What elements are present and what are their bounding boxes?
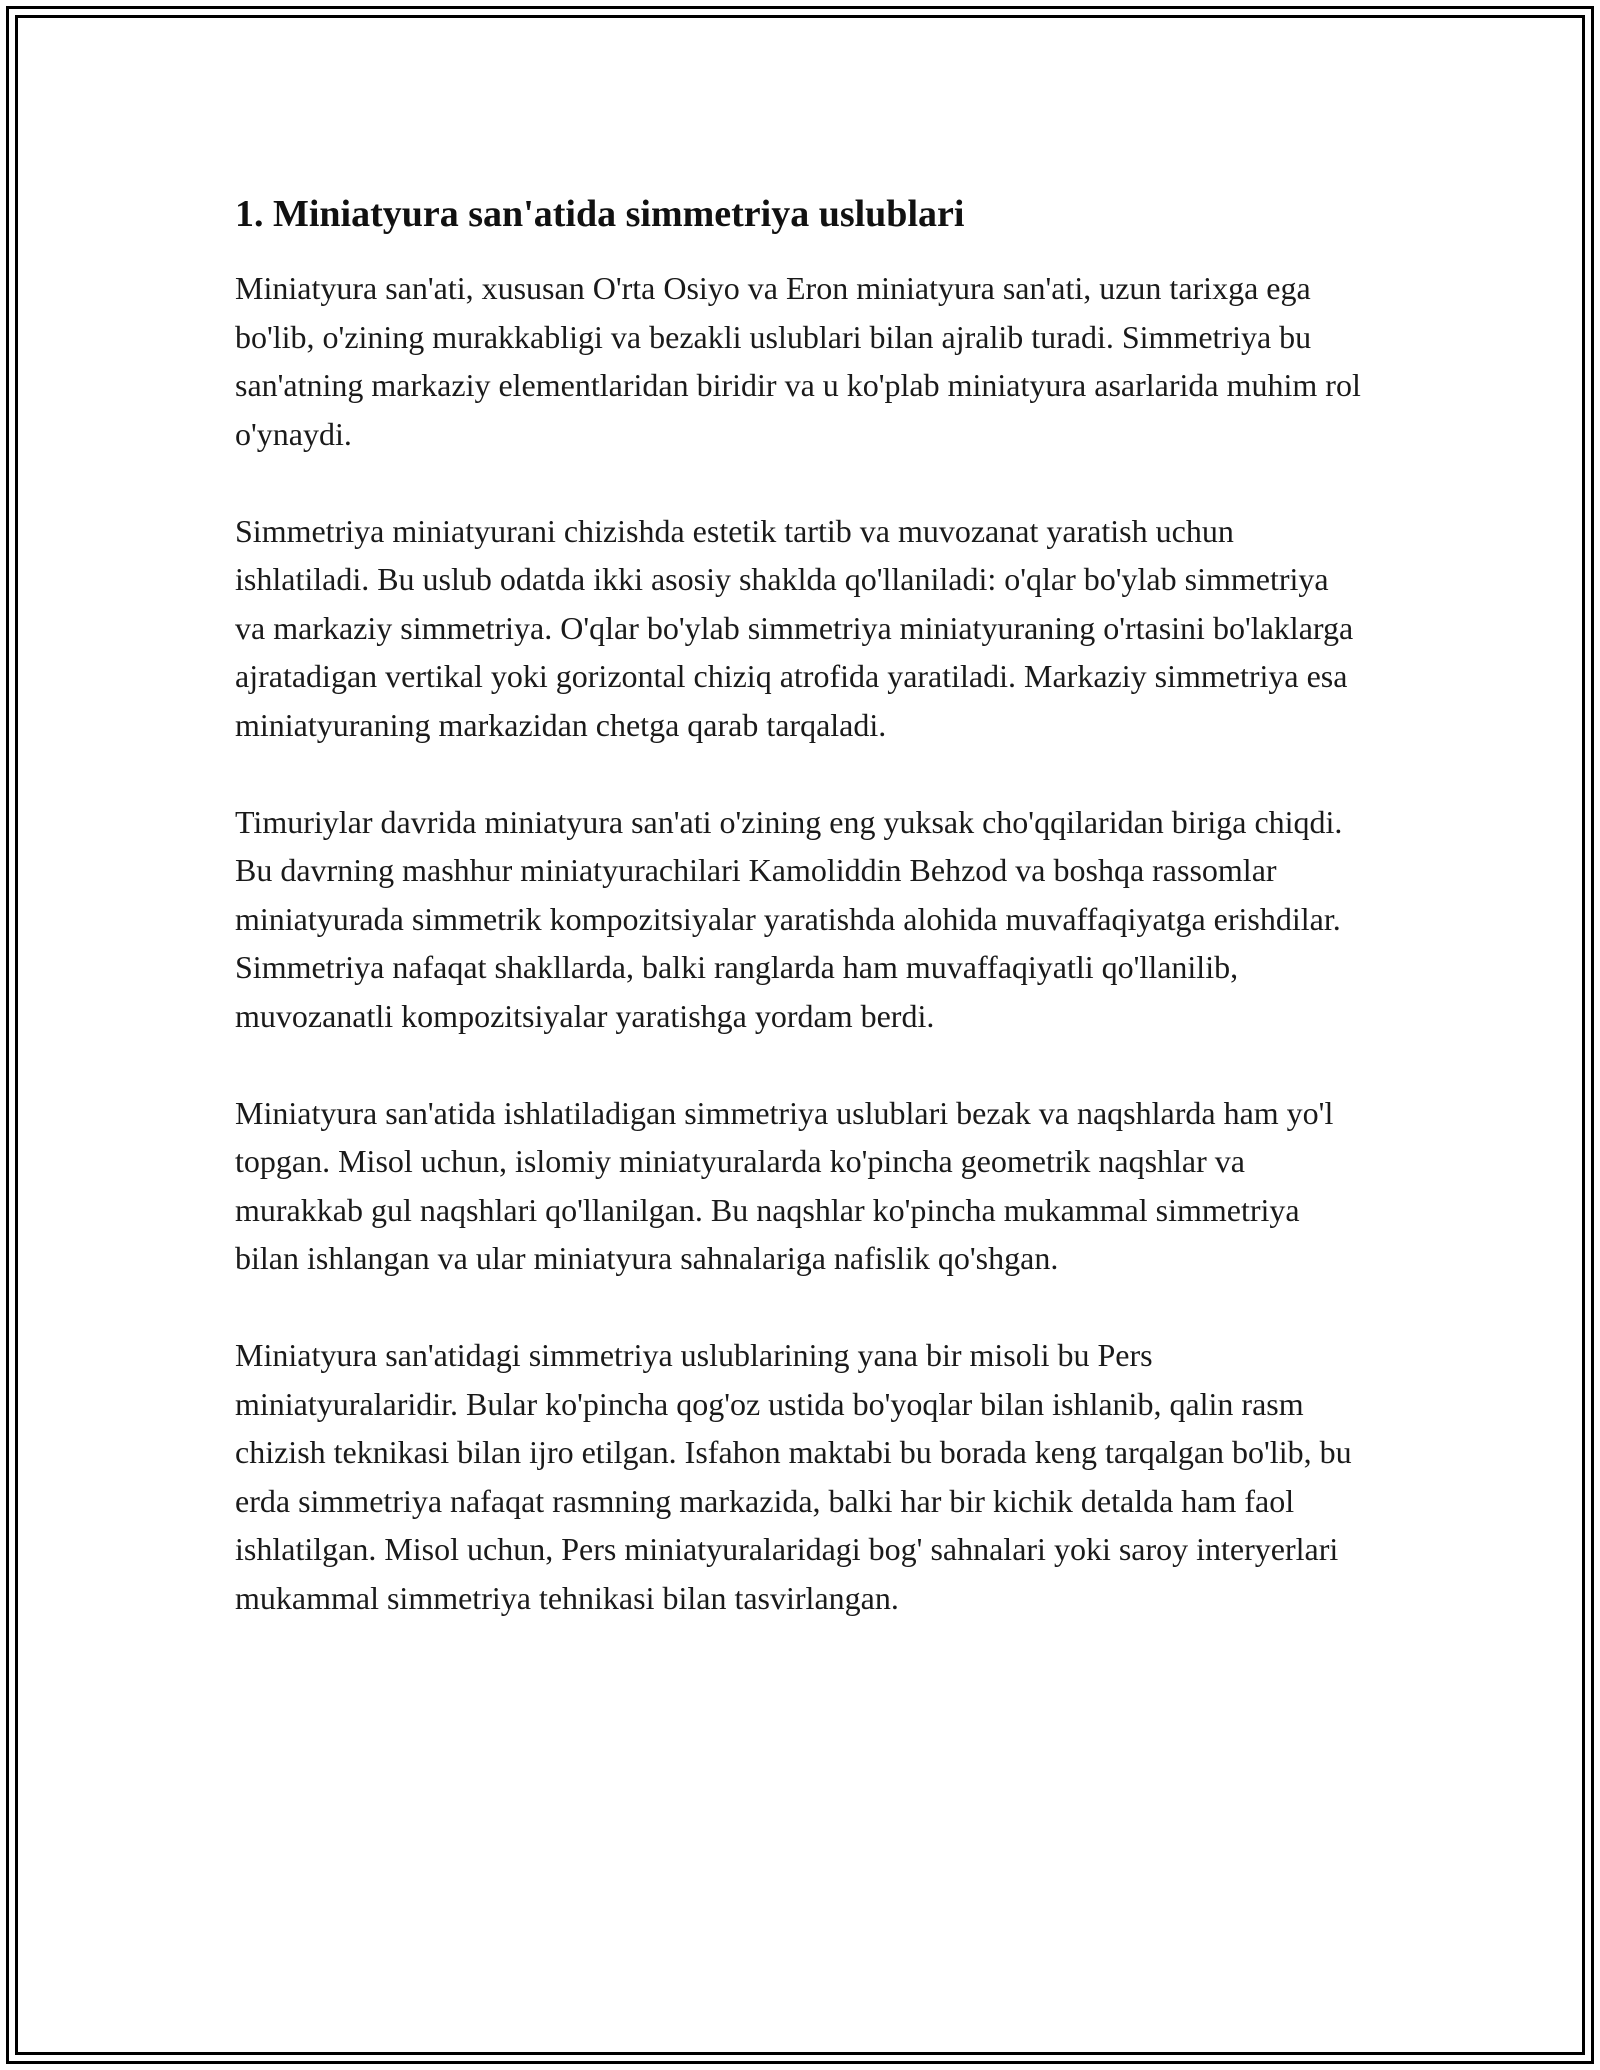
paragraph-2: Simmetriya miniatyurani chizishda estetik tartib va muvozanat yaratish uchun ishlatiladi. Bu uslub odatda ikki asosiy shaklda qo'llaniladi: o'qlar bo'ylab simmetriya va markaziy simmetriya. O'qlar bo'ylab simmetriya miniatyuraning o'rtasini bo'laklarga ajratadigan vertikal yoki gorizontal chiziq atrofida yaratiladi. Markaziy simmetriya esa miniatyuraning markazidan chetga qarab tarqaladi. [235,512,1354,743]
paragraph-1: Miniatyura san'ati, xususan O'rta Osiyo va Eron miniatyura san'ati, uzun tarixga ega bo'lib, o'zining murakkabligi va bezakli uslublari bilan ajralib turadi. Simmetriya bu san'atning markaziy elementlaridan biridir va u ko'plab miniatyura asarlarida muhim rol o'ynaydi. [235,270,1361,452]
section-heading: 1. Miniatyura san'atida simmetriya uslublari [235,193,965,235]
paragraph-4: Miniatyura san'atida ishlatiladigan simmetriya uslublari bezak va naqshlarda ham yo'l topgan. Misol uchun, islomiy miniatyuralarda ko'pincha geometrik naqshlar va murakkab gul naqshlari qo'llanilgan. Bu naqshlar ko'pincha mukammal simmetriya bilan ishlangan va ular miniatyura sahnalariga nafislik qo'shgan. [235,1094,1334,1276]
paragraph-5: Miniatyura san'atidagi simmetriya uslublarining yana bir misoli bu Pers miniatyuralaridir. Bular ko'pincha qog'oz ustida bo'yoqlar bilan ishlanib, qalin rasm chizish teknikasi bilan ijro etilgan. Isfahon maktabi bu borada keng tarqalgan bo'lib, bu erda simmetriya nafaqat rasmning markazida, balki har bir kichik detalda ham faol ishlatilgan. Misol uchun, Pers miniatyuralaridagi bog' sahnalari yoki saroy interyerlari mukammal simmetriya tehnikasi bilan tasvirlangan. [235,1337,1352,1616]
document-body [235,190,1365,1671]
paragraph-3: Timuriylar davrida miniatyura san'ati o'zining eng yuksak cho'qqilaridan biriga chiqdi. Bu davrning mashhur miniatyurachilari Kamoliddin Behzod va boshqa rassomlar miniatyurada simmetrik kompozitsiyalar yaratishda alohida muvaffaqiyatga erishdilar. Simmetriya nafaqat shakllarda, balki ranglarda ham muvaffaqiyatli qo'llanilib, muvozanatli kompozitsiyalar yaratishga yordam berdi. [235,803,1343,1034]
